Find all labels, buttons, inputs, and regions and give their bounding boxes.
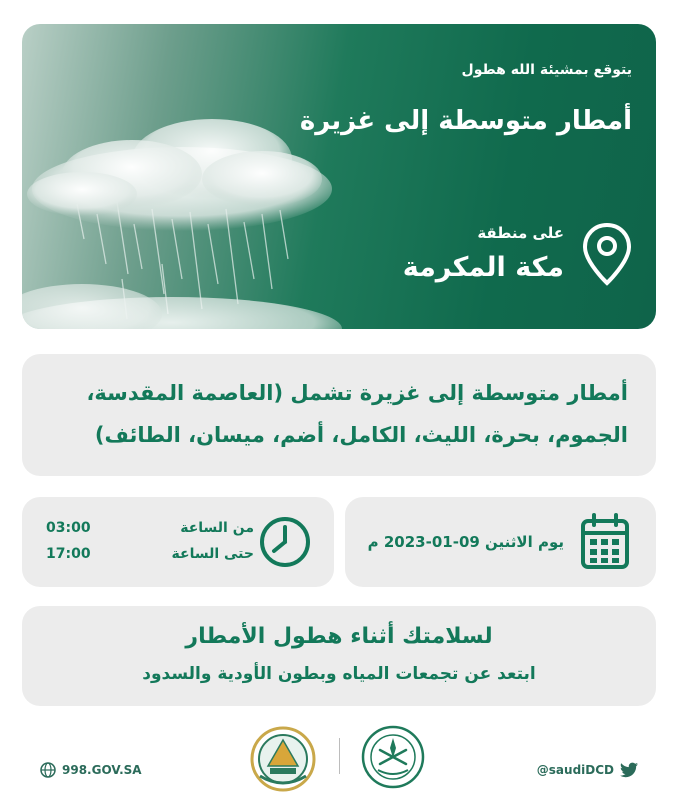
twitter-icon — [620, 762, 638, 778]
footer-twitter[interactable] — [537, 762, 638, 778]
date-box — [345, 497, 656, 587]
time-to-value: 17:00 — [46, 546, 91, 562]
hero-banner — [22, 24, 656, 329]
hero-title: أمطار متوسطة إلى غزيرة — [299, 106, 632, 136]
time-from-value: 03:00 — [46, 520, 91, 536]
safety-box — [22, 606, 656, 706]
time-to-row — [46, 541, 254, 567]
civil-defense-logo — [248, 724, 318, 794]
areas-text: أمطار متوسطة إلى غزيرة تشمل (العاصمة المقدسة، الجموم، بحرة، الليث، الكامل، أضم، ميسان، الطائف) — [86, 381, 628, 447]
time-from-row — [46, 515, 254, 541]
rain-cloud-image — [22, 24, 352, 329]
logo-divider — [339, 738, 340, 774]
time-from-label: من الساعة — [180, 520, 254, 536]
footer-website[interactable] — [40, 762, 142, 778]
hero-subtitle: يتوقع بمشيئة الله هطول — [461, 62, 632, 78]
areas-box — [22, 354, 656, 476]
safety-title: لسلامتك أثناء هطول الأمطار — [185, 624, 493, 649]
time-range — [46, 515, 254, 567]
calendar-icon — [580, 513, 630, 571]
website-text: 998.GOV.SA — [62, 763, 142, 777]
region-name: مكة المكرمة — [402, 252, 564, 283]
date-text: يوم الاثنين 09-01-2023 م — [367, 533, 564, 551]
ministry-emblem-logo — [360, 724, 426, 790]
time-box — [22, 497, 334, 587]
safety-subtitle: ابتعد عن تجمعات المياه وبطون الأودية والسدود — [142, 664, 536, 684]
time-to-label: حتى الساعة — [171, 546, 254, 562]
twitter-handle: @saudiDCD — [536, 763, 614, 777]
clock-icon — [258, 515, 312, 569]
region-label: على منطقة — [477, 224, 564, 242]
globe-icon — [40, 762, 56, 778]
location-pin-icon — [582, 222, 632, 286]
